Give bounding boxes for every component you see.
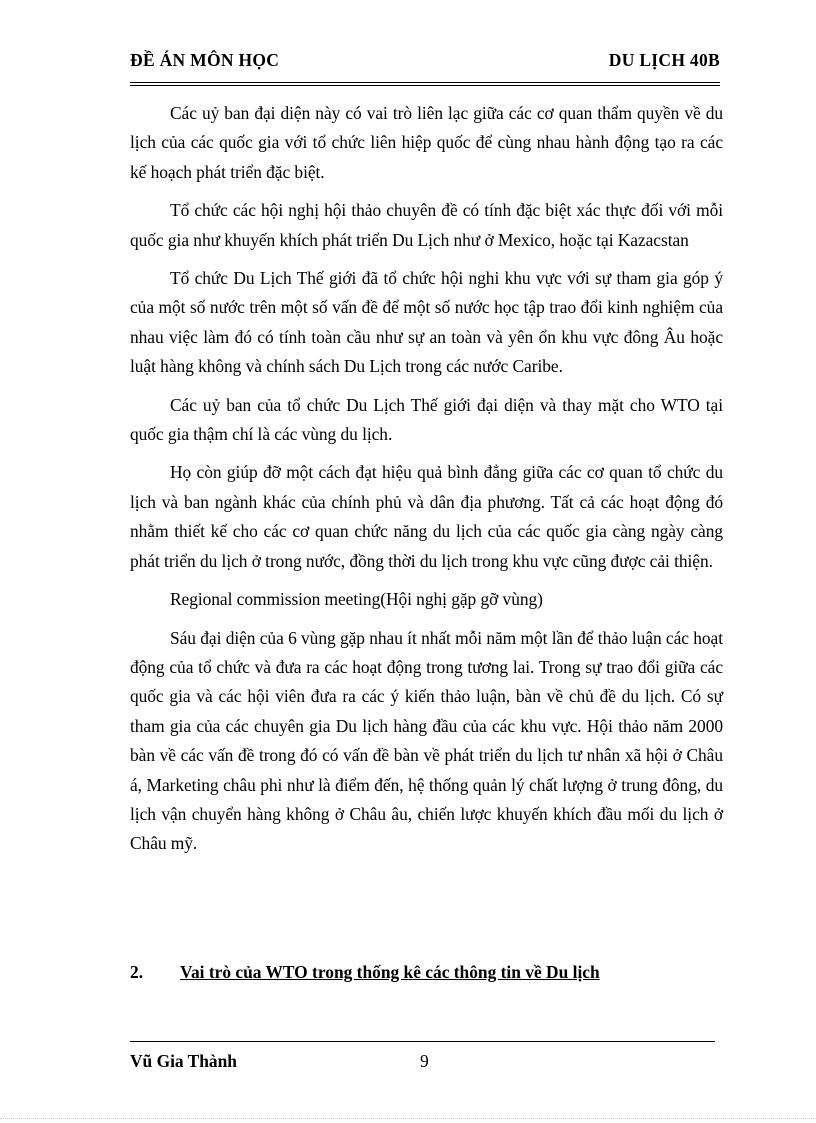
paragraph-1: Các uỷ ban đại diện này có vai trò liên lạc giữa các cơ quan thẩm quyền về du lịch của các quốc gia với tổ chức liên hiệp quốc để cùng nhau hành động tạo ra các kế hoạch phát triển đặc biệt. [130,103,723,182]
paragraph-7: Sáu đại diện của 6 vùng gặp nhau ít nhất mỗi năm một lần để thảo luận các hoạt động của tổ chức và đưa ra các hoạt động trong tương lai. Trong sự trao đổi giữa các quốc gia và các hội viên đưa ra các ý kiến thảo luận, bàn về chủ đề du lịch. Có sự tham gia của các chuyên gia Du lịch hàng đầu của các khu vực. Hội thảo năm 2000 bàn về các vấn đề trong đó có vấn đề bàn về phát triển du lịch tư nhân xã hội ở Châu á, Marketing châu phi như là điểm đến, hệ thống quản lý chất lượng ở trung đông, du lịch vận chuyển hàng không ở Châu âu, chiến lược khuyến khích đầu mối du lịch ở Châu mỹ. [130,627,723,854]
section-number: 2. [130,962,144,982]
page-number: 9 [420,1051,429,1071]
header-rule-thick [130,82,720,83]
document-body [130,99,723,868]
header-rule-thin [130,85,720,86]
footer-author: Vũ Gia Thành [130,1051,237,1071]
paragraph-subheading: Regional commission meeting(Hội nghị gặp gỡ vùng) [170,589,543,610]
page-edge-divider [0,1118,816,1119]
section-title: Vai trò của WTO trong thống kê các thông tin về Du lịch [180,962,600,982]
header-course-title: ĐỀ ÁN MÔN HỌC [130,50,280,70]
header-class-name: DU LỊCH 40B [608,50,720,70]
paragraph-2: Tổ chức các hội nghị hội thảo chuyên đề có tính đặc biệt xác thực đối với mỗi quốc gia như khuyến khích phát triển Du Lịch như ở Mexico, hoặc tại Kazacstan [130,200,723,250]
footer-rule [130,1041,715,1042]
paragraph-4: Các uỷ ban của tổ chức Du Lịch Thế giới đại diện và thay mặt cho WTO tại quốc gia thậm chí là các vùng du lịch. [130,394,723,445]
paragraph-3: Tổ chức Du Lịch Thế giới đã tổ chức hội nghi khu vực với sự tham gia góp ý của một số nước trên một số vấn đề để một số nước học tập trao đổi kinh nghiệm của nhau việc làm đó có tính toàn cầu như sự an toàn và yên ổn khu vực đông Âu hoặc luật hàng không và chính sách Du Lịch trong các nước Caribe. [130,268,723,377]
page-header [130,50,720,78]
paragraph-5: Họ còn giúp đỡ một cách đạt hiệu quả bình đẳng giữa các cơ quan tổ chức du lịch và ban ngành khác của chính phủ và dân địa phương. Tất cả các hoạt động đó nhằm thiết kế cho các cơ quan chức năng du lịch của các quốc gia càng ngày càng phát triển du lịch ở trong nước, đồng thời du lịch trong khu vực cũng được cải thiện. [130,462,723,571]
